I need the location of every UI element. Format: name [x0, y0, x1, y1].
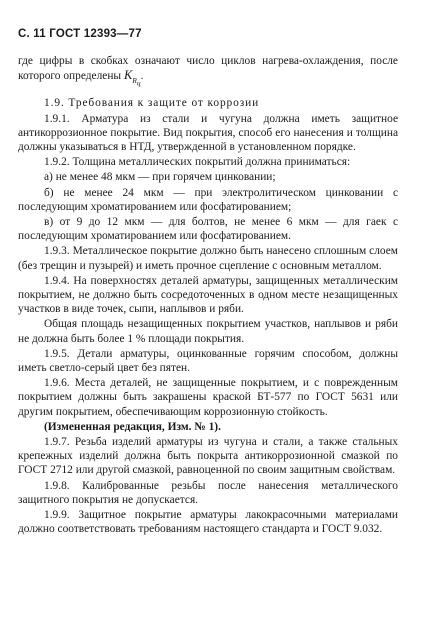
- page-header: С. 11 ГОСТ 12393—77: [18, 28, 142, 40]
- paragraph-amendment: (Измененная редакция, Изм. № 1).: [44, 420, 221, 433]
- paragraph-item-c: в) от 9 до 12 мкм — для болтов, не менее 6 мкм — для гаек с последующим хроматированием или фосфатированием.: [18, 216, 398, 243]
- paragraph-intro: где цифры в скобках означают число циклов нагрева-охлаждения, после которого определены $K_{R_ц}$.: [18, 55, 398, 88]
- document-page: [18, 27, 398, 537]
- paragraph-item-a: а) не менее 48 мкм — при горячем цинковании;: [44, 171, 276, 184]
- document-body: [18, 54, 398, 537]
- paragraph-1-9-4: 1.9.4. На поверхностях деталей арматуры, защищенных металлическим покрытием, не должно быть сосредоточенных в одном месте незащищенных участков в виде точек, сыпи, наплывов и ряби.: [18, 274, 398, 316]
- section-title: 1.9. Требования к защите от коррозии: [44, 97, 260, 110]
- paragraph-1-9-1: 1.9.1. Арматура из стали и чугуна должна иметь защитное антикоррозионное покрытие. Вид покрытия, способ его нанесения и толщина должны указываться в НТД, утвержденной в установленном порядке.: [18, 112, 398, 154]
- kr-formula: $K_{R_ц}$: [123, 68, 141, 88]
- paragraph-1-9-7: 1.9.7. Резьба изделий арматуры из чугуна и стали, а также стальных крепежных изделий должна быть покрыта антикоррозионной смазкой по ГОСТ 2712 или другой смазкой, равноценной по своим защитным свойствам.: [18, 436, 398, 477]
- paragraph-1-9-6: 1.9.6. Места деталей, не защищенные покрытием, и с поврежденным покрытием должны быть закрашены краской БТ-577 по ГОСТ 5631 или другим покрытием, обеспечивающим коррозионную стойкость.: [18, 377, 398, 418]
- paragraph-item-b: б) не менее 24 мкм — при электролитическом цинковании с последующим хроматированием или фосфатированием;: [18, 186, 398, 213]
- paragraph-1-9-5: 1.9.5. Детали арматуры, оцинкованные горячим способом, должны иметь светло-серый цвет без пятен.: [18, 347, 398, 375]
- paragraph-area: Общая площадь незащищенных покрытием участков, наплывов и ряби не должна быть более 1 % площади покрытия.: [18, 318, 398, 345]
- paragraph-intro-text: где цифры в скобках означают число циклов нагрева-охлаждения, после которого определены: [18, 55, 398, 83]
- paragraph-1-9-3: 1.9.3. Металлическое покрытие должно быть нанесено сплошным слоем (без трещин и пузырей) и иметь прочное сцепление с основным металлом.: [18, 245, 398, 272]
- paragraph-1-9-8: 1.9.8. Калиброванные резьбы после нанесения металлического защитного покрытия не допускается.: [18, 479, 398, 506]
- paragraph-1-9-2: 1.9.2. Толщина металлических покрытий должна приниматься:: [44, 156, 351, 169]
- paragraph-1-9-9: 1.9.9. Защитное покрытие арматуры лакокрасочными материалами должно соответствовать требованиям настоящего стандарта и ГОСТ 9.032.: [18, 509, 398, 536]
